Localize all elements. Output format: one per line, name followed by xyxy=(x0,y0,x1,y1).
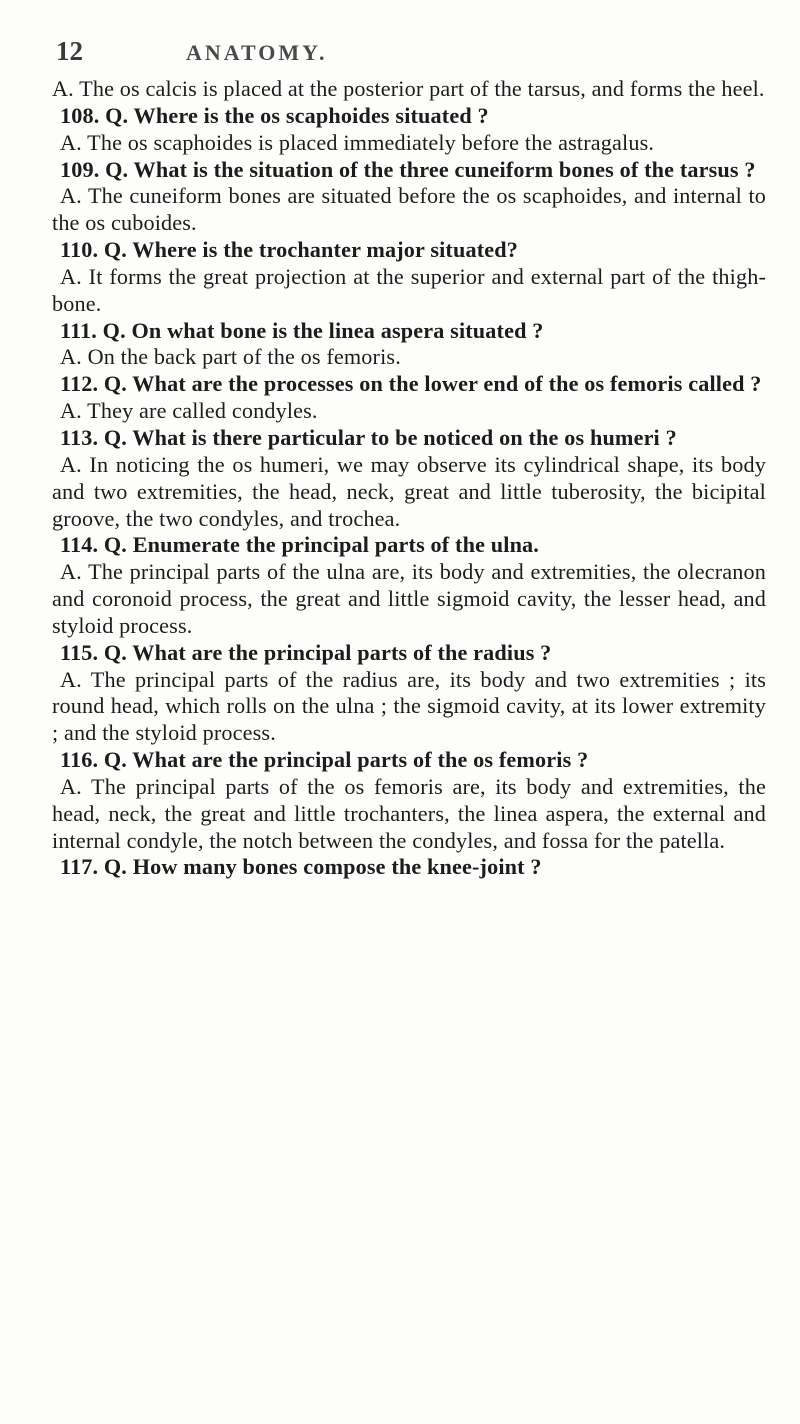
running-head: ANATOMY. xyxy=(186,40,328,65)
question-108: 108. Q. Where is the os scaphoides situated ? xyxy=(60,102,489,128)
question-110: 110. Q. Where is the trochanter major situated? xyxy=(60,237,518,263)
question-113: 113. Q. What is there particular to be noticed on the os humeri ? xyxy=(60,424,677,450)
question-112: 112. Q. What are the processes on the lower end of the os femoris called ? xyxy=(60,371,762,397)
page-number: 12 xyxy=(56,36,83,66)
question-116: 116. Q. What are the principal parts of the os femoris ? xyxy=(60,747,589,773)
question-115: 115. Q. What are the principal parts of the radius ? xyxy=(60,639,552,665)
answer-115: A. The principal parts of the radius are, its body and two extremities ; its round head, which rolls on the ulna ; the sigmoid cavity, at its lower extremity ; and the styloid process. xyxy=(52,666,766,746)
qa-text-body xyxy=(52,76,766,881)
answer-110: A. It forms the great projection at the superior and external part of the thigh-bone. xyxy=(52,263,766,316)
answer-113: A. In noticing the os humeri, we may observe its cylindrical shape, its body and two extremities, the head, neck, great and little tuberosity, the bicipital groove, the two condyles, and trochea. xyxy=(52,451,766,531)
answer-112: A. They are called condyles. xyxy=(60,398,318,424)
answer-108: A. The os scaphoides is placed immediately before the astragalus. xyxy=(60,129,655,155)
question-117: 117. Q. How many bones compose the knee-joint ? xyxy=(60,854,542,880)
answer-111: A. On the back part of the os femoris. xyxy=(60,344,401,370)
answer-114: A. The principal parts of the ulna are, its body and extremities, the olecranon and coronoid process, the great and little sigmoid cavity, the lesser head, and styloid process. xyxy=(52,559,766,638)
answer-109: A. The cuneiform bones are situated before the os scaphoides, and internal to the os cuboides. xyxy=(52,183,766,236)
answer-116: A. The principal parts of the os femoris are, its body and extremities, the head, neck, the great and little trochanters, the linea aspera, the external and internal condyle, the notch between the condyles, and fossa for the patella. xyxy=(52,773,766,853)
question-111: 111. Q. On what bone is the linea aspera situated ? xyxy=(60,317,544,343)
answer-paragraph: A. The os calcis is placed at the posterior part of the tarsus, and forms the heel. xyxy=(52,76,765,101)
question-109: 109. Q. What is the situation of the three cuneiform bones of the tarsus ? xyxy=(60,156,756,182)
question-114: 114. Q. Enumerate the principal parts of the ulna. xyxy=(60,532,539,558)
page-header xyxy=(56,36,756,70)
